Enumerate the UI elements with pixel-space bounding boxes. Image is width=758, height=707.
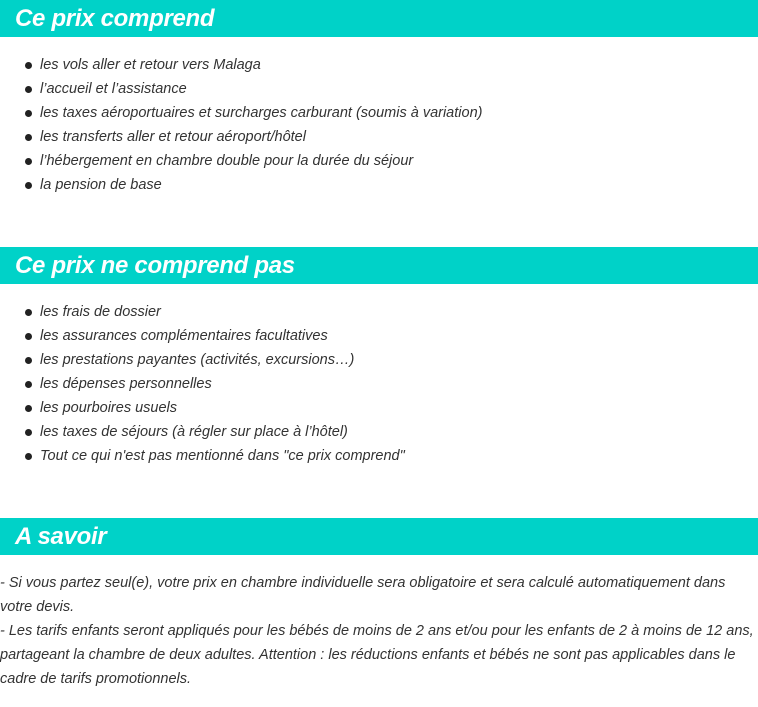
bullet-icon [25, 86, 32, 93]
list-item [0, 77, 482, 101]
list-item [0, 53, 482, 77]
bullet-icon [25, 381, 32, 388]
bullet-icon [25, 182, 32, 189]
bullet-icon [25, 110, 32, 117]
list-item-text: Tout ce qui n'est pas mentionné dans "ce prix comprend" [40, 448, 405, 464]
list-item [0, 173, 482, 197]
list-item-text: les dépenses personnelles [40, 376, 212, 392]
bullet-icon [25, 405, 32, 412]
list-item-text: les pourboires usuels [40, 400, 178, 416]
list-item-text: les assurances complémentaires facultatives [40, 328, 328, 344]
bullet-icon [25, 429, 32, 436]
list-item [0, 396, 405, 420]
list-item [0, 101, 482, 125]
list-item-text: les prestations payantes (activités, excursions…) [40, 352, 355, 368]
list-item-text: l’accueil et l’assistance [40, 81, 187, 97]
list-item [0, 125, 482, 149]
includes-heading: Ce prix comprend [0, 0, 758, 37]
bullet-icon [25, 62, 32, 69]
includes-list [0, 53, 482, 197]
bullet-icon [25, 309, 32, 316]
bullet-icon [25, 333, 32, 340]
bullet-icon [25, 158, 32, 165]
list-item-text: les frais de dossier [40, 304, 161, 320]
list-item [0, 372, 405, 396]
info-paragraph-children-rates: - Les tarifs enfants seront appliqués pour les bébés de moins de 2 ans et/ou pour les enfants de 2 à moins de 12 ans, partageant la chambre de deux adultes. Attention : les réductions enfants et bébés ne sont pas applicables dans le cadre de tarifs promotionnels. [0, 623, 754, 687]
bullet-icon [25, 453, 32, 460]
list-item [0, 444, 405, 468]
info-paragraph-single-room: - Si vous partez seul(e), votre prix en chambre individuelle sera obligatoire et sera calculé automatiquement dans votre devis. [0, 575, 726, 615]
excludes-list [0, 300, 405, 468]
list-item-text: les taxes aéroportuaires et surcharges carburant (soumis à variation) [40, 105, 483, 121]
bullet-icon [25, 134, 32, 141]
list-item-text: les transferts aller et retour aéroport/hôtel [40, 129, 306, 145]
list-item [0, 300, 405, 324]
info-heading: A savoir [0, 518, 758, 555]
list-item [0, 149, 482, 173]
list-item-text: la pension de base [40, 177, 162, 193]
list-item-text: les vols aller et retour vers Malaga [40, 57, 261, 73]
list-item-text: les taxes de séjours (à régler sur place à l’hôtel) [40, 424, 348, 440]
excludes-heading: Ce prix ne comprend pas [0, 247, 758, 284]
list-item [0, 420, 405, 444]
bullet-icon [25, 357, 32, 364]
list-item [0, 348, 405, 372]
list-item-text: l’hébergement en chambre double pour la durée du séjour [40, 153, 414, 169]
list-item [0, 324, 405, 348]
